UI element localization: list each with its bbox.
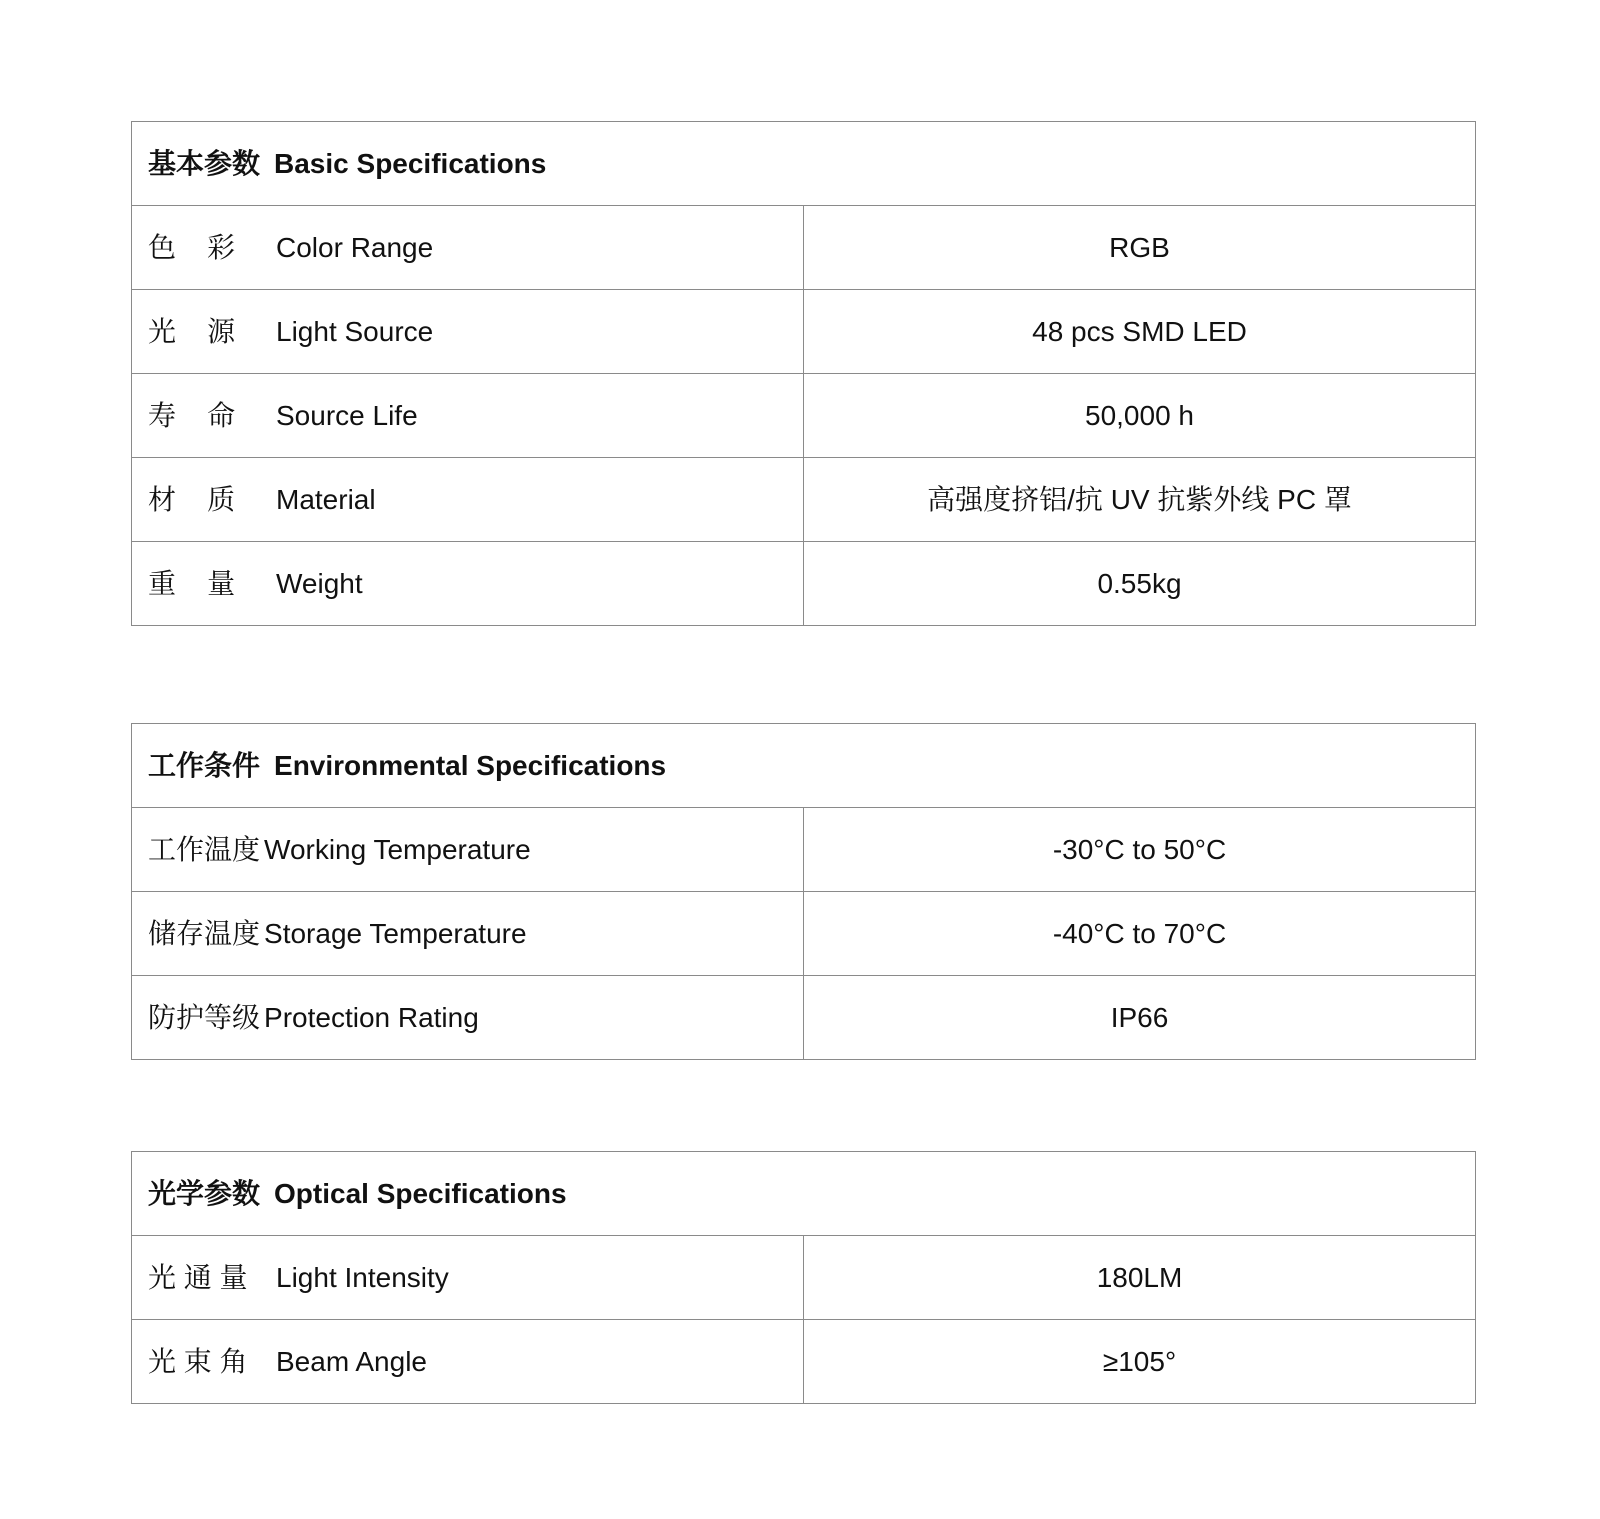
- label-cn: 储存温度: [148, 917, 261, 949]
- label-cn: 重 量: [148, 567, 236, 599]
- row-value: 50,000 h: [804, 374, 1476, 458]
- header-en: Environmental Specifications: [274, 749, 667, 781]
- label-cn: 寿 命: [148, 399, 236, 431]
- row-label: [132, 458, 804, 542]
- row-value: 180LM: [804, 1236, 1476, 1320]
- row-value: RGB: [804, 206, 1476, 290]
- label-en: Light Intensity: [276, 1261, 449, 1293]
- table-row: [132, 290, 1476, 374]
- label-cn: 光 通 量: [148, 1261, 248, 1293]
- table-row: [132, 892, 1476, 976]
- label-en: Source Life: [276, 399, 418, 431]
- table-row: [132, 1320, 1476, 1404]
- label-en: Light Source: [276, 315, 434, 347]
- label-en: Storage Temperature: [264, 917, 527, 949]
- label-en: Protection Rating: [264, 1001, 479, 1033]
- header-cn: 光学参数: [148, 1177, 261, 1209]
- row-value: -40°C to 70°C: [804, 892, 1476, 976]
- table-header: [132, 1152, 1476, 1236]
- label-cn: 光 束 角: [148, 1345, 248, 1377]
- row-label: [132, 1320, 804, 1404]
- row-label: [132, 1236, 804, 1320]
- table-header-row: [132, 724, 1476, 808]
- row-label: [132, 976, 804, 1060]
- label-cn: 防护等级: [148, 1001, 261, 1033]
- header-en: Basic Specifications: [274, 147, 547, 179]
- row-label: [132, 808, 804, 892]
- row-label: [132, 892, 804, 976]
- table-row: [132, 206, 1476, 290]
- header-cn: 基本参数: [148, 147, 261, 179]
- table-row: [132, 808, 1476, 892]
- table-row: [132, 976, 1476, 1060]
- row-value: 高强度挤铝/抗 UV 抗紫外线 PC 罩: [804, 458, 1476, 542]
- label-en: Weight: [276, 567, 363, 599]
- table-row: [132, 542, 1476, 626]
- label-en: Working Temperature: [264, 833, 531, 865]
- row-label: [132, 374, 804, 458]
- optical-specifications-table: [131, 1151, 1476, 1404]
- label-en: Material: [276, 483, 376, 515]
- header-cn: 工作条件: [148, 749, 261, 781]
- header-en: Optical Specifications: [274, 1177, 567, 1209]
- row-value: 0.55kg: [804, 542, 1476, 626]
- row-value: IP66: [804, 976, 1476, 1060]
- label-cn: 光 源: [148, 315, 236, 347]
- table-row: [132, 458, 1476, 542]
- table-header: [132, 122, 1476, 206]
- label-en: Color Range: [276, 231, 434, 263]
- label-cn: 色 彩: [148, 231, 236, 263]
- table-row: [132, 1236, 1476, 1320]
- row-label: [132, 206, 804, 290]
- label-cn: 工作温度: [148, 833, 261, 865]
- row-label: [132, 542, 804, 626]
- row-value: 48 pcs SMD LED: [804, 290, 1476, 374]
- table-header: [132, 724, 1476, 808]
- row-value: -30°C to 50°C: [804, 808, 1476, 892]
- table-header-row: [132, 1152, 1476, 1236]
- table-row: [132, 374, 1476, 458]
- label-en: Beam Angle: [276, 1345, 427, 1377]
- row-value: ≥105°: [804, 1320, 1476, 1404]
- table-header-row: [132, 122, 1476, 206]
- row-label: [132, 290, 804, 374]
- environmental-specifications-table: [131, 723, 1476, 1060]
- label-cn: 材 质: [148, 483, 236, 515]
- basic-specifications-table: [131, 121, 1476, 626]
